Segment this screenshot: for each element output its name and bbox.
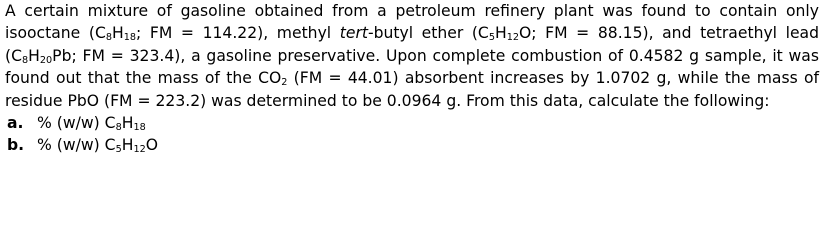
item-h-subscript: 12 <box>133 144 146 156</box>
ether-fm-text: ; FM = 88.15), and tetraethyl lead (C <box>5 24 819 65</box>
isooctane-fm-text: ; FM = 114.22), methyl <box>136 24 340 43</box>
isooctane-c-subscript: 8 <box>105 32 112 44</box>
item-c-subscript: 8 <box>115 122 122 134</box>
item-text: % (w/w) C <box>37 114 116 133</box>
problem-statement <box>5 0 819 112</box>
lead-h: H <box>28 46 40 65</box>
question-item-b <box>5 134 819 156</box>
intro-text: A certain mixture of gasoline obtained from a petroleum refinery plant was found to contain only isooctane (C <box>5 2 819 43</box>
item-c-subscript: 5 <box>115 144 122 156</box>
item-h: H <box>121 114 134 133</box>
rest-text: (FM = 44.01) absorbent increases by 1.0702 g, while the mass of residue PbO (FM = 223.2) was determined to be 0.0964 g. From this data, calculate the following: <box>5 69 819 110</box>
question-list <box>5 112 819 157</box>
lead-fm-text: ; FM = 323.4), a gasoline preservative. Upon complete combustion of 0.4582 g sample, it was found out that the mass of the CO <box>5 46 819 88</box>
ether-text: -butyl ether (C <box>367 24 489 43</box>
isooctane-h-subscript: 18 <box>123 32 137 44</box>
item-label: a. <box>7 114 24 133</box>
item-h: H <box>121 136 134 155</box>
item-h-subscript: 18 <box>133 122 146 134</box>
lead-pb: Pb <box>52 46 72 65</box>
ether-h-subscript: 12 <box>506 32 520 44</box>
ether-h: H <box>494 24 507 43</box>
lead-h-subscript: 20 <box>39 54 53 66</box>
isooctane-h: H <box>112 24 124 43</box>
question-item-a <box>5 112 819 134</box>
tert-italic: tert <box>339 24 368 43</box>
co2-subscript: 2 <box>281 77 288 89</box>
item-o: O <box>145 136 159 155</box>
item-label: b. <box>7 136 25 155</box>
item-text: % (w/w) C <box>37 136 116 155</box>
lead-c-subscript: 8 <box>21 54 29 66</box>
ether-o: O <box>519 24 532 43</box>
ether-c-subscript: 5 <box>488 32 495 44</box>
